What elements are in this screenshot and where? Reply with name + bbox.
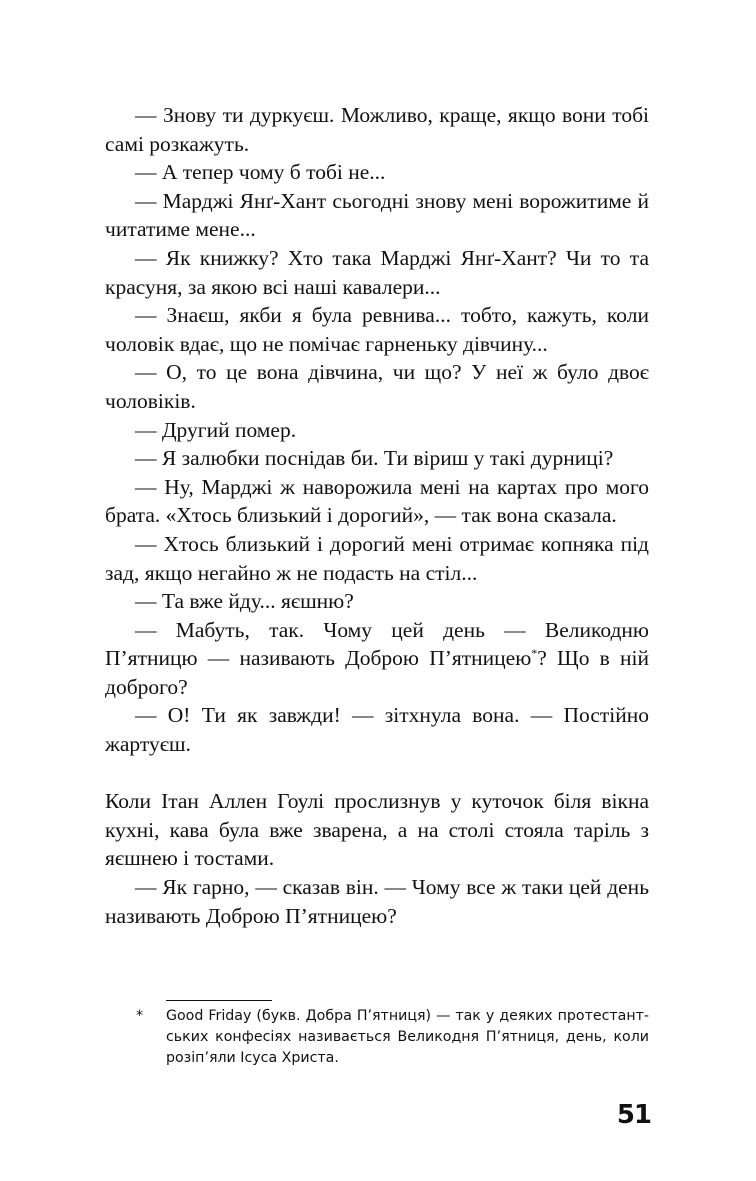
footnote-divider [166, 1000, 272, 1001]
footnote-star: * [136, 1008, 144, 1024]
dialogue-line-with-footnote [105, 616, 649, 702]
dialogue-line: — Знову ти дуркуєш. Можливо, краще, якщо вони тобі самі розкажуть. [105, 103, 649, 156]
dialogue-text: ? Що в ній доброго? [105, 646, 650, 699]
narration-paragraph: Коли Ітан Аллен Гоулі прослизнув у куточок біля вікна кухні, кава була вже зварена, а на столі стояла таріль з яєшнею і тостами. [105, 789, 649, 871]
page-number: 51 [616, 1100, 651, 1130]
dialogue-line: — О! Ти як завжди! — зітхнула вона. — Постійно жартуєш. [105, 703, 649, 757]
dialogue-line: — Хтось близький і дорогий мені отримає копняка під зад, якщо негайно ж не подасть на стіл... [105, 531, 649, 585]
dialogue-line: — Знаєш, якби я була ревнива... тобто, кажуть, коли чоловік вдає, що не помічає гарненьку дівчину... [105, 303, 649, 356]
dialogue-line: — О, то це вона дівчина, чи що? У неї ж було двоє чоловіків. [105, 360, 649, 413]
dialogue-line: — Другий помер. [135, 417, 297, 442]
dialogue-line: — Та вже йду... яєшню? [135, 589, 354, 614]
dialogue-line: — Як книжку? Хто така Марджі Янґ-Хант? Чи то та красуня, за якою всі наші кавалери... [105, 245, 649, 299]
dialogue-line: — Як гарно, — сказав він. — Чому все ж таки цей день називають Доброю П’ятницею? [105, 875, 649, 928]
dialogue-line: — А тепер чому б тобі не... [135, 160, 386, 185]
footnote-text: Good Friday (букв. Добра П’ятниця) — так у деяких протестантських конфесіях називається Великодня П’ятниця, день, коли розіп’яли Ісуса Христа. [166, 1008, 649, 1066]
dialogue-line: — Ну, Марджі ж наворожила мені на картах про мого брата. «Хтось близький і дорогий», — так вона сказала. [105, 474, 649, 528]
body-text [105, 101, 649, 930]
footnote-marker: * [531, 646, 538, 661]
dialogue-line: — Марджі Янґ-Хант сьогодні знову мені ворожитиме й читатиме мене... [105, 188, 649, 242]
dialogue-text: — Мабуть, так. Чому цей день — Великодню П’ятницю — називають Доброю П’ятницею [105, 617, 649, 671]
dialogue-line: — Я залюбки поснідав би. Ти віриш у такі дурниці? [135, 446, 614, 471]
footnote [136, 1006, 649, 1069]
